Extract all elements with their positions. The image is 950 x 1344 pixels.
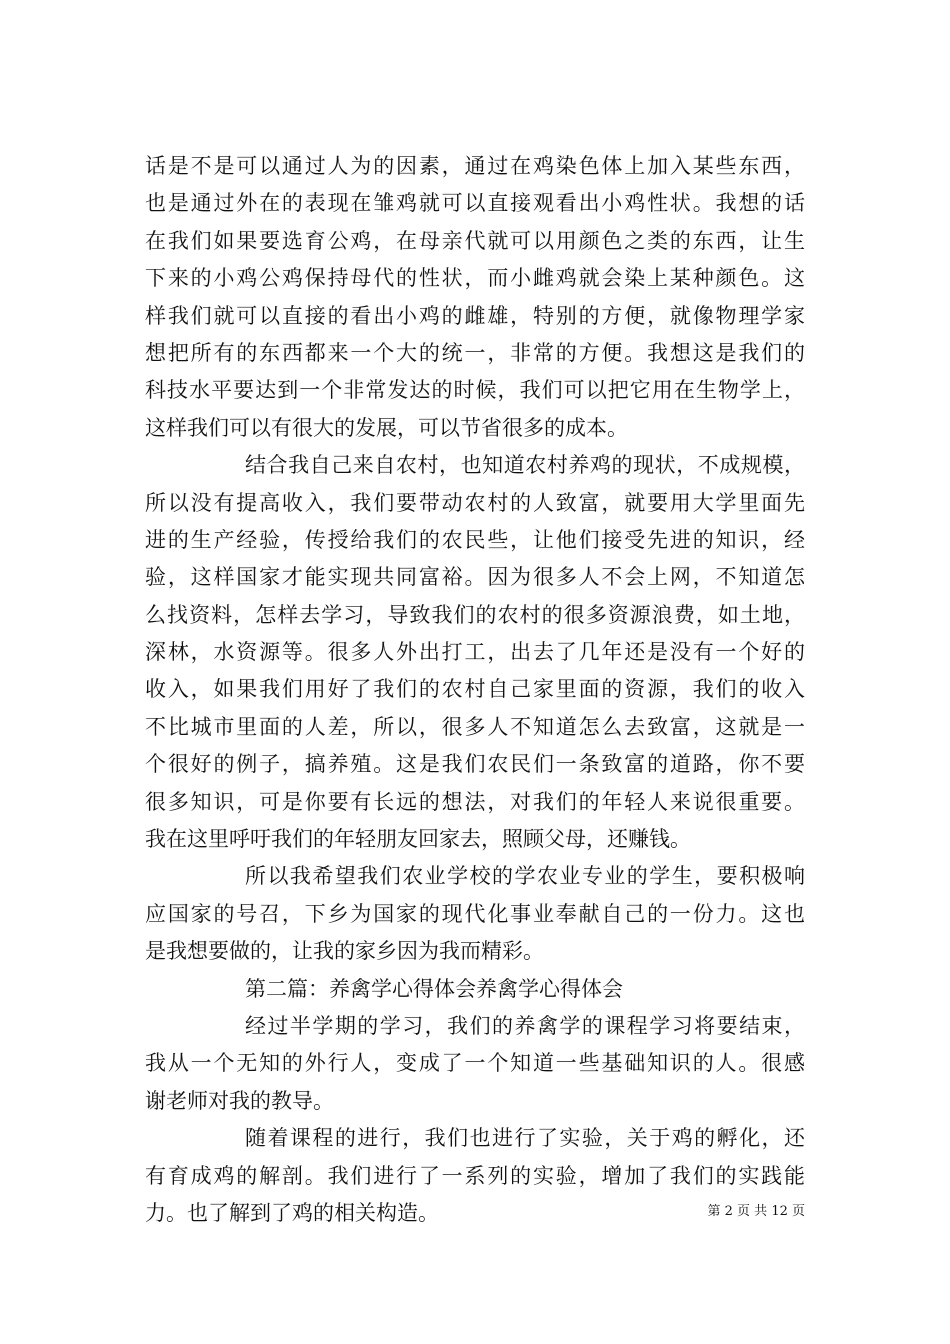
- text-line: 有育成鸡的解剖。我们进行了一系列的实验，增加了我们的实践能: [145, 1163, 805, 1188]
- text-line: 科技水平要达到一个非常发达的时候，我们可以把它用在生物学上，: [145, 378, 805, 403]
- text-line: 想把所有的东西都来一个大的统一，非常的方便。我想这是我们的: [145, 340, 805, 365]
- paragraph-first-line: 经过半学期的学习，我们的养禽学的课程学习将要结束，: [245, 1013, 805, 1038]
- text-line: 我从一个无知的外行人，变成了一个知道一些基础知识的人。很感: [145, 1051, 805, 1076]
- text-line: 应国家的号召，下乡为国家的现代化事业奉献自己的一份力。这也: [145, 901, 805, 926]
- text-line: 下来的小鸡公鸡保持母代的性状，而小雌鸡就会染上某种颜色。这: [145, 266, 805, 291]
- page-number: 第 2 页 共 12 页: [707, 1204, 805, 1219]
- text-line: 样我们就可以直接的看出小鸡的雌雄，特别的方便，就像物理学家: [145, 303, 805, 328]
- text-line: 所以没有提高收入，我们要带动农村的人致富，就要用大学里面先: [145, 490, 805, 515]
- paragraph-first-line: 所以我希望我们农业学校的学农业专业的学生，要积极响: [245, 864, 805, 889]
- text-line: 验，这样国家才能实现共同富裕。因为很多人不会上网，不知道怎: [145, 565, 805, 590]
- text-line: 进的生产经验，传授给我们的农民些，让他们接受先进的知识，经: [145, 527, 805, 552]
- text-line: 不比城市里面的人差，所以，很多人不知道怎么去致富，这就是一: [145, 714, 805, 739]
- paragraph-first-line: 随着课程的进行，我们也进行了实验，关于鸡的孵化，还: [245, 1126, 805, 1151]
- text-line: 话是不是可以通过人为的因素，通过在鸡染色体上加入某些东西，: [145, 154, 805, 178]
- paragraph-end-line: 我在这里呼吁我们的年轻朋友回家去，照顾父母，还赚钱。: [145, 827, 691, 852]
- text-line: 么找资料，怎样去学习，导致我们的农村的很多资源浪费，如土地，: [145, 602, 805, 627]
- text-line: 个很好的例子，搞养殖。这是我们农民们一条致富的道路，你不要: [145, 752, 805, 777]
- paragraph-end-line: 力。也了解到了鸡的相关构造。: [145, 1200, 439, 1225]
- text-line: 深林，水资源等。很多人外出打工，出去了几年还是没有一个好的: [145, 640, 805, 665]
- text-line: 在我们如果要选育公鸡，在母亲代就可以用颜色之类的东西，让生: [145, 228, 805, 253]
- paragraph-end-line: 谢老师对我的教导。: [145, 1088, 334, 1113]
- text-line: 也是通过外在的表现在雏鸡就可以直接观看出小鸡性状。我想的话: [145, 191, 805, 216]
- document-body: [145, 148, 805, 1232]
- paragraph-end-line: 这样我们可以有很大的发展，可以节省很多的成本。: [145, 415, 628, 440]
- section-heading: 第二篇：养禽学心得体会养禽学心得体会: [245, 976, 623, 1001]
- text-line: 很多知识，可是你要有长远的想法，对我们的年轻人来说很重要。: [145, 789, 805, 814]
- paragraph-end-line: 是我想要做的，让我的家乡因为我而精彩。: [145, 939, 544, 964]
- text-line: 收入，如果我们用好了我们的农村自己家里面的资源，我们的收入: [145, 677, 805, 702]
- paragraph-first-line: 结合我自己来自农村，也知道农村养鸡的现状，不成规模，: [245, 453, 805, 478]
